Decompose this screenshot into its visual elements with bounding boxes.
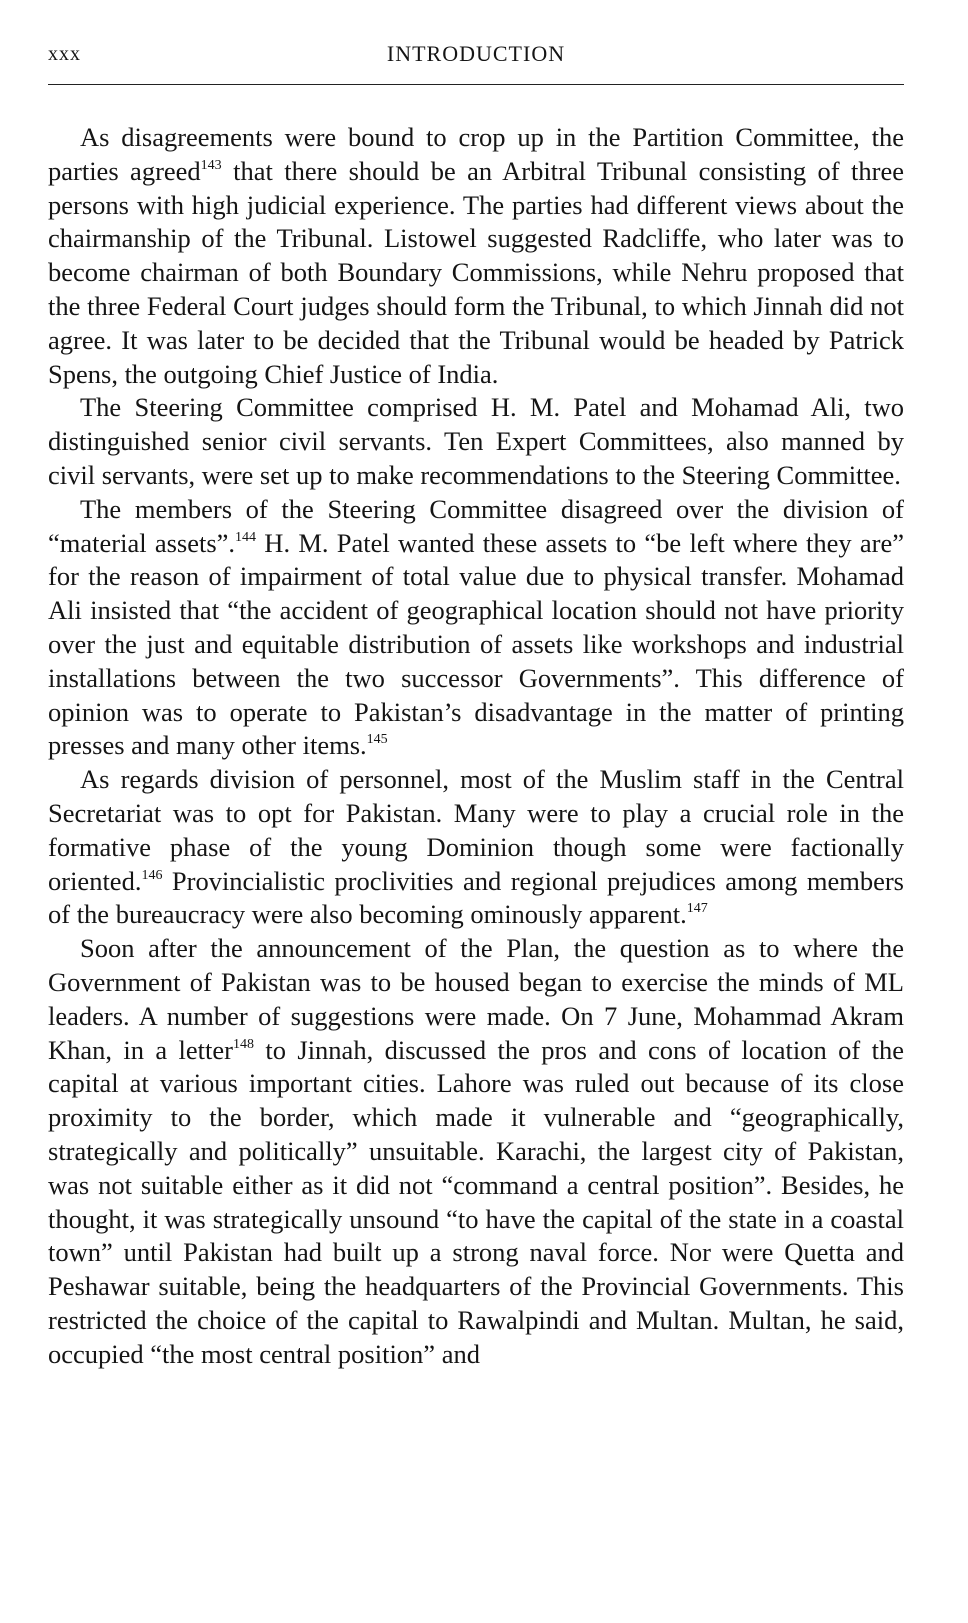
footnote-ref: 147 (686, 901, 708, 917)
text-run: As disagreements were bound to crop up in the Partition Committee, the parties agreed (48, 122, 904, 186)
paragraph (48, 763, 904, 932)
body-text (48, 121, 904, 1371)
text-run: Soon after the announcement of the Plan, the question as to where the Government of Pakistan was to be housed began to exercise the minds of ML leaders. A number of suggestions were made. On 7 June, Mohammad Akram Khan, in a letter (48, 933, 904, 1065)
text-run: The members of the Steering Committee disagreed over the division of “material assets”. (48, 493, 904, 558)
footnote-ref: 145 (366, 732, 388, 748)
page-number: xxx (48, 43, 81, 65)
footnote-ref: 148 (233, 1036, 254, 1052)
text-run: H. M. Patel wanted these assets to “be left where they are” for the reason of impairment of total value due to physical transfer. Mohamad Ali insisted that “the accident of geographical location should not have priority over the just and equitable distribution of assets like workshops and industrial installations between the two successor Governments”. This difference of opinion was to operate to Pakistan’s disadvantage in the matter of printing presses and many other items. (48, 527, 904, 761)
paragraph (48, 391, 904, 492)
paragraph (48, 121, 904, 391)
text-run: Provincialistic proclivities and regional prejudices among members of the bureaucracy were also becoming ominously apparent. (48, 865, 904, 930)
footnote-ref: 143 (200, 157, 222, 173)
footnote-ref: 144 (235, 529, 257, 545)
footnote-ref: 146 (141, 867, 163, 883)
header-rule (48, 84, 904, 85)
text-run: The Steering Committee comprised H. M. Patel and Mohamad Ali, two distinguished senior civil servants. Ten Expert Committees, also manned by civil servants, were set up to make recommendations to the Steering Committee. (48, 392, 904, 490)
text-run: that there should be an Arbitral Tribunal consisting of three persons with high judicial experience. The parties had different views about the chairmanship of the Tribunal. Listowel suggested Radcliffe, who later was to become chairman of both Boundary Commissions, while Nehru proposed that the three Federal Court judges should form the Tribunal, to which Jinnah did not agree. It was later to be decided that the Tribunal would be headed by Patrick Spens, the outgoing Chief Justice of India. (48, 155, 905, 389)
text-run: As regards division of personnel, most of the Muslim staff in the Central Secretariat was to opt for Pakistan. Many were to play a crucial role in the formative phase of the young Dominion though some were factionally oriented. (48, 764, 904, 896)
running-head: INTRODUCTION (386, 41, 566, 66)
page-header (48, 40, 904, 70)
paragraph (48, 493, 904, 763)
paragraph (48, 932, 904, 1371)
text-run: to Jinnah, discussed the pros and cons of location of the capital at various important cities. Lahore was ruled out because of its close proximity to the border, which made it vulnerable and “geographically, strategically and politically” unsuitable. Karachi, the largest city of Pakistan, was not suitable either as it did not “command a central position”. Besides, he thought, it was strategically unsound “to have the capital of the state in a coastal town” until Pakistan had built up a strong naval force. Nor were Quetta and Peshawar suitable, being the headquarters of the Provincial Governments. This restricted the choice of the capital to Rawalpindi and Multan. Multan, he said, occupied “the most central position” and (48, 1034, 904, 1369)
